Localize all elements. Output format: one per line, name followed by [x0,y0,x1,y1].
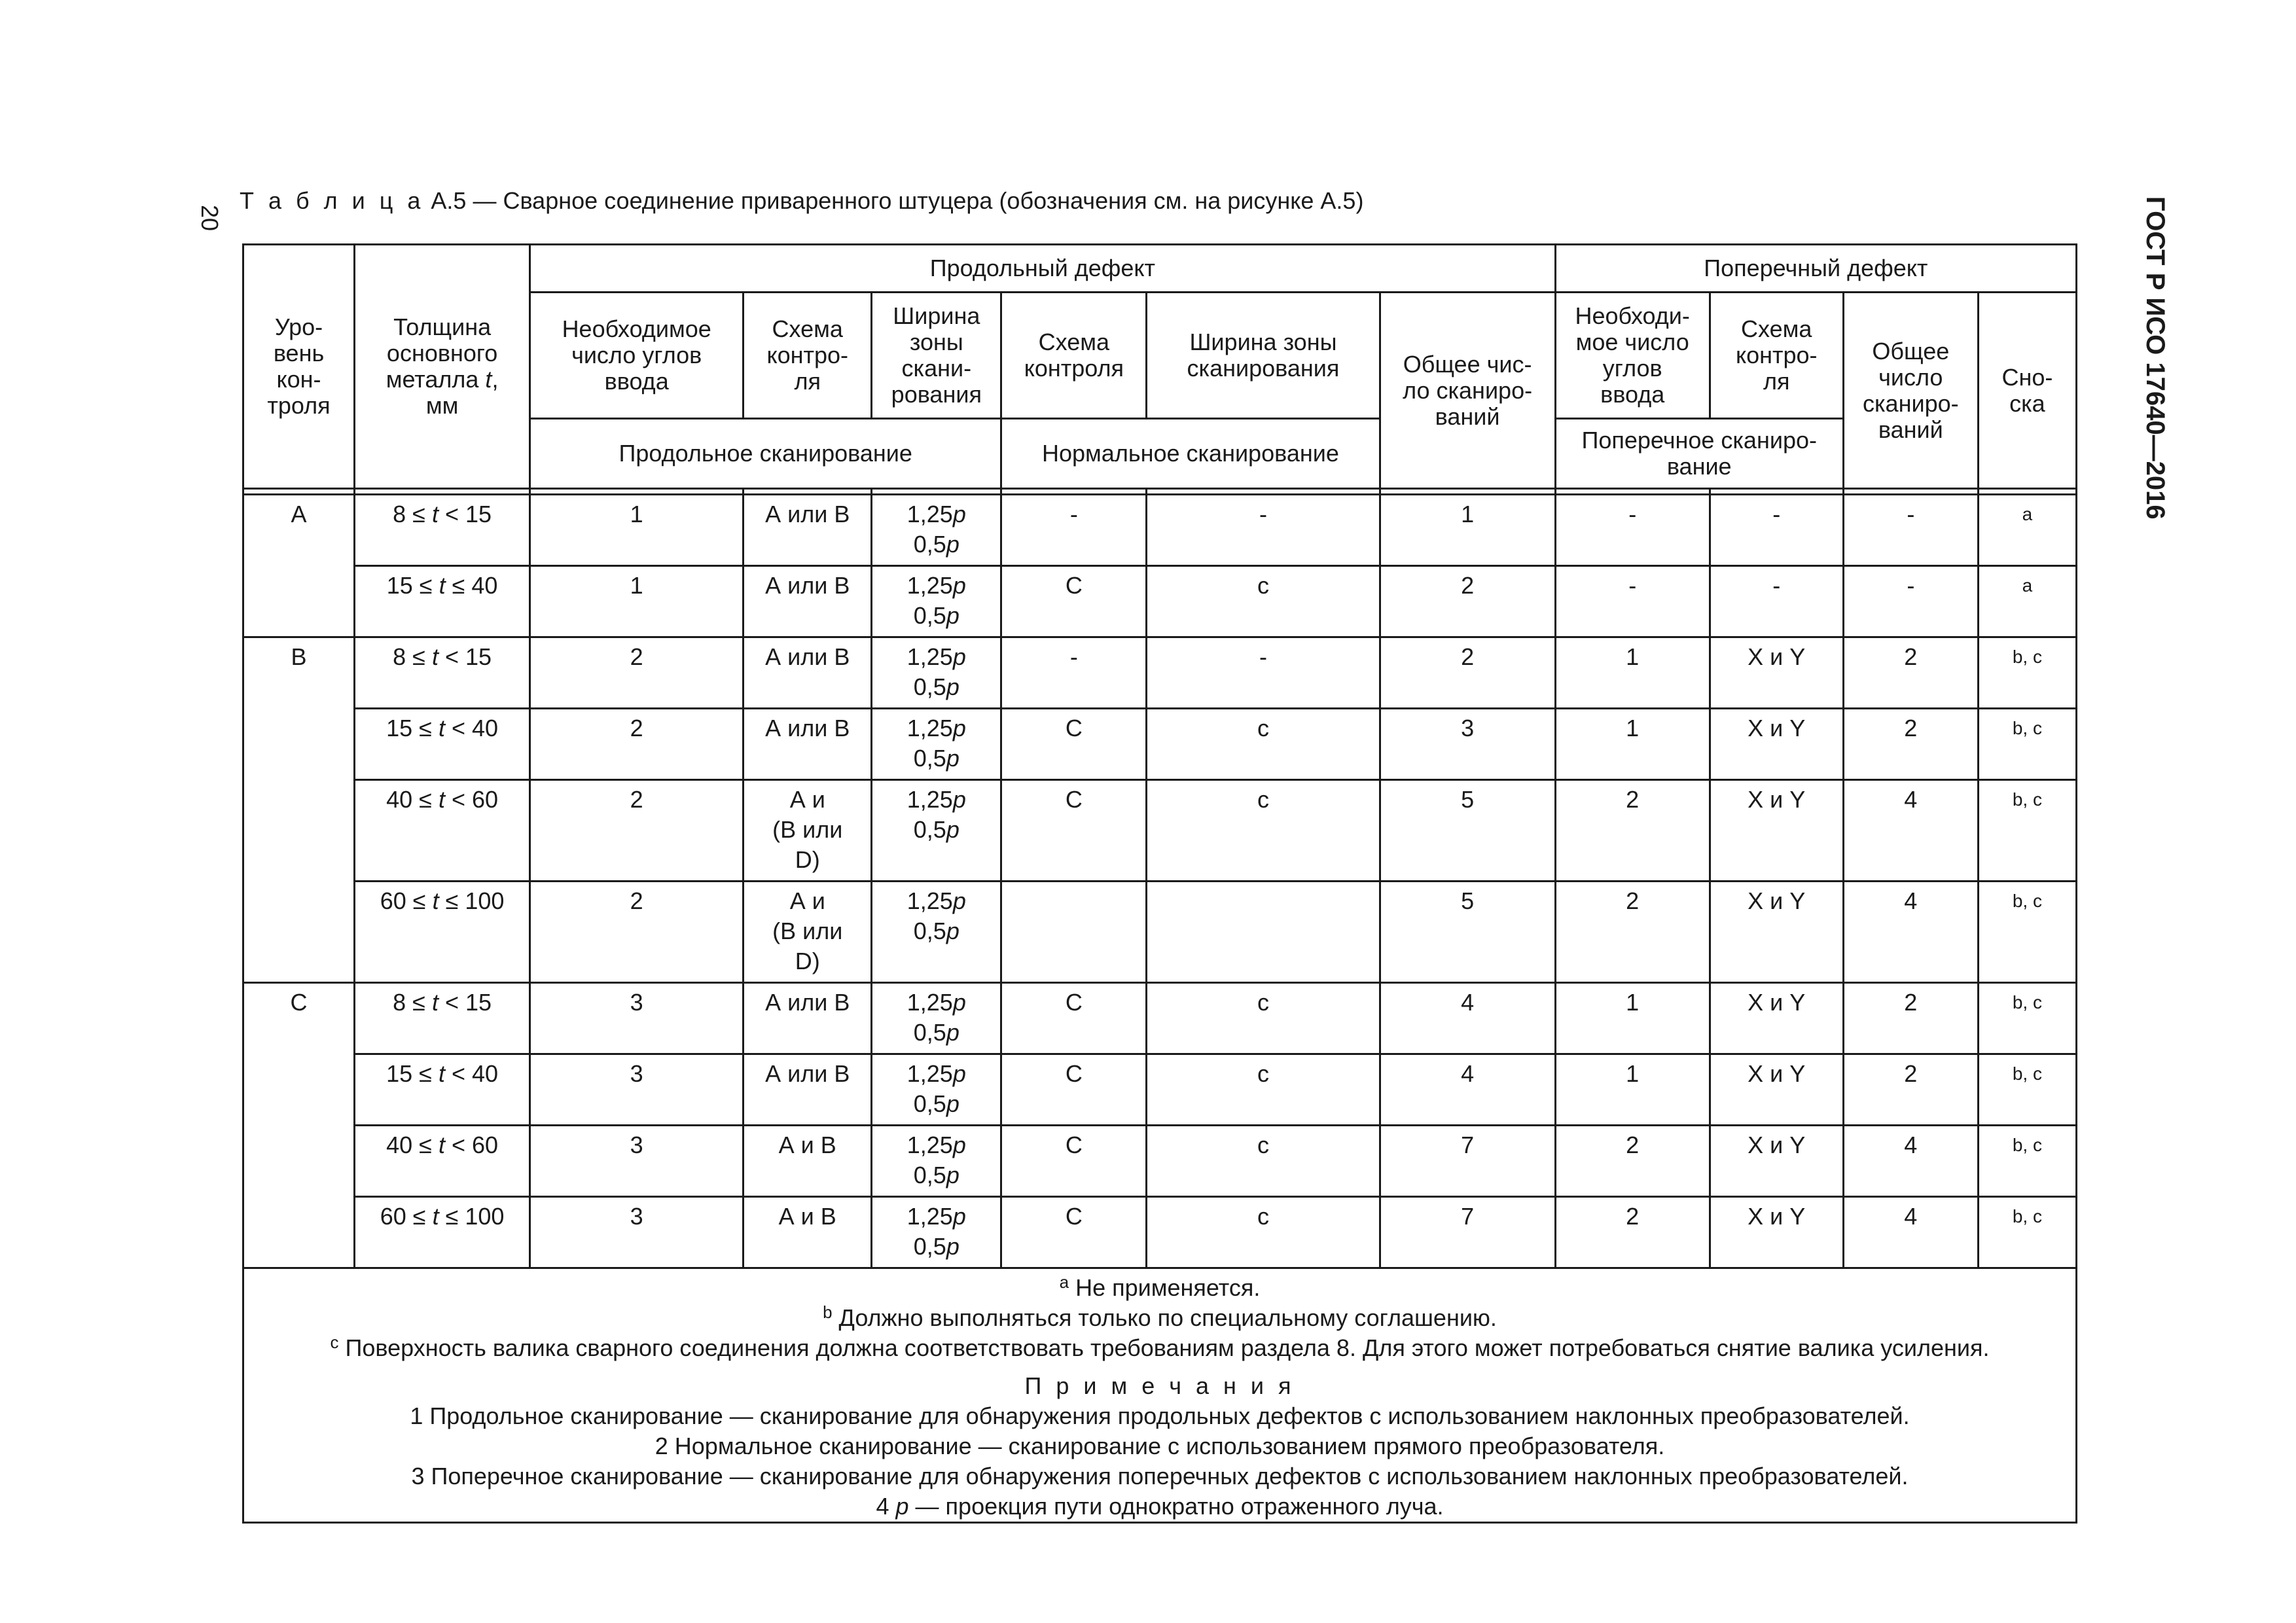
cell-line: Поперечное сканиро- [1581,427,1817,454]
transverse-angles-cell: - [1555,566,1710,637]
footnote-cell: b, c [1978,637,2076,709]
thickness-cell: 8 ≤ t < 15 [355,495,530,566]
normal-width-cell: с [1147,1197,1380,1268]
footnote-cell: a [1978,495,2076,566]
table-row [243,566,2077,637]
transverse-angles-cell: 1 [1555,709,1710,780]
cell-line: 1,25p [906,1203,966,1230]
cell-line: Ширина зоны [1189,329,1337,355]
footnote-mark: c [330,1332,339,1352]
scheme-cell [744,1197,872,1268]
cell-line: ваний [1435,402,1500,430]
scheme-cell [744,1126,872,1197]
scan-width-cell [872,780,1001,882]
table-footer [243,1268,2077,1523]
cell-line: А или В [765,715,850,741]
table-sheet [242,243,2077,1524]
angles-cell: 3 [530,1126,744,1197]
cell-line: 1,25p [906,715,966,741]
header-transverse-scanning [1555,419,1843,489]
footnote-cell: b, c [1978,1197,2076,1268]
cell-line: углов [1602,355,1662,382]
cell-line: Толщина [393,313,492,340]
cell-line: (В или [772,816,843,843]
cell-line: кон- [276,366,321,393]
standard-designation: ГОСТ Р ИСО 17640—2016 [2141,196,2170,520]
normal-scheme-cell: С [1001,780,1147,882]
table-row [243,495,2077,566]
cell-line: 1,25p [906,1132,966,1158]
separator-cell [744,489,872,495]
cell-line: Необходи- [1575,302,1690,329]
table-row [243,983,2077,1054]
level-cell: B [243,637,355,983]
scan-width-cell [872,637,1001,709]
footnote-cell: b, c [1978,882,2076,983]
angles-cell: 1 [530,495,744,566]
header-separator [243,489,2077,495]
scan-width-cell [872,1197,1001,1268]
scheme-cell [744,1054,872,1126]
transverse-scheme-cell: X и Y [1710,1126,1843,1197]
transverse-total-cell: 4 [1843,1126,1978,1197]
normal-scheme-cell: С [1001,1126,1147,1197]
table-row [243,709,2077,780]
normal-width-cell: с [1147,983,1380,1054]
transverse-scheme-cell: X и Y [1710,709,1843,780]
header-total-scans-transverse [1843,293,1978,489]
transverse-angles-cell: - [1555,495,1710,566]
transverse-total-cell: - [1843,495,1978,566]
normal-width-cell [1147,882,1380,983]
table-row [243,1126,2077,1197]
thickness-cell: 60 ≤ t ≤ 100 [355,882,530,983]
header-scan-width [872,293,1001,419]
cell-line: 1,25p [906,501,966,527]
angles-cell: 2 [530,780,744,882]
cell-line: ваний [1878,416,1943,443]
angles-cell: 3 [530,983,744,1054]
table-row [243,637,2077,709]
table-title-prefix: Т а б л и ц а [240,187,425,214]
angles-cell: 2 [530,637,744,709]
cell-line: 0,5p [913,1162,960,1188]
normal-scheme-cell: С [1001,983,1147,1054]
transverse-angles-cell: 1 [1555,983,1710,1054]
total-scans-cell: 2 [1380,637,1555,709]
cell-line: ввода [604,368,669,395]
cell-line: Уро- [274,313,323,340]
cell-line: число [1878,363,1943,391]
total-scans-cell: 4 [1380,1054,1555,1126]
cell-line: ввода [1600,381,1665,408]
thickness-cell: 40 ≤ t < 60 [355,780,530,882]
scheme-cell [744,882,872,983]
normal-scheme-cell: С [1001,566,1147,637]
cell-line: 1,25p [906,1060,966,1087]
footnotes [244,1273,2075,1363]
total-scans-cell: 4 [1380,983,1555,1054]
scheme-cell [744,637,872,709]
footnote-line: $^c$ Поверхность валика сварного соединения должна соответствовать требованиям раздела 8. Для этого может потребоваться снятие валика усиления. [330,1332,1990,1361]
cell-line: А или В [765,643,850,670]
transverse-total-cell: 4 [1843,882,1978,983]
total-scans-cell: 7 [1380,1197,1555,1268]
transverse-total-cell: 2 [1843,709,1978,780]
thickness-cell: 15 ≤ t ≤ 40 [355,566,530,637]
cell-line: А или В [765,501,850,527]
thickness-cell: 8 ≤ t < 15 [355,983,530,1054]
total-scans-cell: 2 [1380,566,1555,637]
normal-width-cell: с [1147,709,1380,780]
cell-line: контро- [766,342,849,368]
cell-line: 1,25p [906,643,966,670]
transverse-total-cell: - [1843,566,1978,637]
cell-line: 0,5p [913,745,960,772]
total-scans-cell: 5 [1380,882,1555,983]
header-scan-zone-width [1147,293,1380,419]
separator-cell [1380,489,1555,495]
transverse-angles-cell: 2 [1555,780,1710,882]
separator-cell [1843,489,1978,495]
header-longitudinal-defect: Продольный дефект [530,245,1556,293]
cell-line: ло сканиро- [1403,376,1533,404]
cell-line: 0,5p [913,1090,960,1117]
cell-line: 1,25p [906,989,966,1016]
cell-line: D) [795,948,820,974]
cell-line: А и [789,786,825,813]
cell-line: 0,5p [913,1233,960,1260]
cell-line: Ширина [893,302,980,329]
header-scheme-control-transverse [1710,293,1843,419]
separator-cell [1710,489,1843,495]
header-thickness [355,245,530,489]
footnote-mark: a [1059,1272,1069,1292]
transverse-angles-cell: 1 [1555,1054,1710,1126]
footnote-cell: b, c [1978,1126,2076,1197]
table-row [243,882,2077,983]
footnote-cell: b, c [1978,709,2076,780]
angles-cell: 3 [530,1054,744,1126]
cell-line: основного [386,340,498,366]
normal-width-cell: - [1147,637,1380,709]
normal-width-cell: с [1147,1126,1380,1197]
total-scans-cell: 1 [1380,495,1555,566]
normal-width-cell: - [1147,495,1380,566]
angles-cell: 2 [530,709,744,780]
angles-cell: 3 [530,1197,744,1268]
table-header [243,245,2077,489]
cell-line: троля [267,392,331,419]
table-body [243,489,2077,1268]
cell-line: 1,25p [906,572,966,599]
level-cell: A [243,495,355,637]
header-angles-needed [530,293,744,419]
level-cell: C [243,983,355,1268]
thickness-cell: 15 ≤ t < 40 [355,709,530,780]
separator-cell [1555,489,1710,495]
table-row [243,1054,2077,1126]
cell-line: сканиро- [1863,389,1959,417]
cell-line: ля [1763,368,1790,395]
separator-cell [1147,489,1380,495]
cell-line: Схема [1038,329,1110,355]
cell-line: скани- [901,355,972,382]
separator-cell [530,489,744,495]
cell-line: контро- [1735,342,1818,368]
cell-line: D) [795,846,820,873]
footnote-cell: a [1978,566,2076,637]
cell-line: контроля [1024,355,1124,382]
cell-line: 1,25p [906,887,966,914]
notes-cell [243,1268,2077,1523]
cell-line: Сно- [2001,363,2053,391]
scheme-cell [744,780,872,882]
cell-line: А и В [778,1132,836,1158]
scheme-cell [744,495,872,566]
footnote-line: $^a$ Не применяется. [1059,1272,1261,1301]
cell-line: ля [794,368,821,395]
footnote-cell: b, c [1978,780,2076,882]
footnote-mark: b [823,1302,833,1322]
cell-line: ска [2009,389,2045,417]
transverse-angles-cell: 2 [1555,882,1710,983]
note-item: 2 Нормальное сканирование — сканирование с использованием прямого преобразователя. [655,1433,1665,1459]
header-scheme-control-normal [1001,293,1147,419]
note-item: 1 Продольное сканирование — сканирование для обнаружения продольных дефектов с использованием наклонных преобразователей. [410,1402,1910,1429]
header-total-scans [1380,293,1555,489]
transverse-scheme-cell: X и Y [1710,1054,1843,1126]
weld-table [242,243,2077,1524]
transverse-total-cell: 2 [1843,637,1978,709]
transverse-total-cell: 4 [1843,1197,1978,1268]
scheme-cell [744,709,872,780]
transverse-scheme-cell: X и Y [1710,637,1843,709]
cell-line: зоны [909,329,963,355]
transverse-angles-cell: 2 [1555,1197,1710,1268]
cell-line: (В или [772,918,843,944]
header-normal-scanning: Нормальное сканирование [1001,419,1380,489]
thickness-cell: 15 ≤ t < 40 [355,1054,530,1126]
cell-line: вень [273,340,325,366]
cell-line: мм [425,392,459,419]
transverse-scheme-cell: X и Y [1710,780,1843,882]
transverse-scheme-cell: X и Y [1710,1197,1843,1268]
transverse-angles-cell: 2 [1555,1126,1710,1197]
page-number: 20 [196,204,224,232]
cell-line: 0,5p [913,602,960,629]
cell-line: А или В [765,989,850,1016]
footnote-line: $^b$ Должно выполняться только по специальному соглашению. [823,1302,1497,1331]
cell-line: Общее чис- [1403,350,1532,378]
cell-line: А или В [765,1060,850,1087]
scheme-cell [744,983,872,1054]
cell-line: Необходимое [562,315,711,342]
normal-scheme-cell: С [1001,709,1147,780]
transverse-total-cell: 2 [1843,1054,1978,1126]
thickness-cell: 60 ≤ t ≤ 100 [355,1197,530,1268]
cell-line: мое число [1575,329,1689,355]
cell-line: металла t, [386,366,499,393]
transverse-scheme-cell: - [1710,495,1843,566]
header-footnote [1978,293,2076,489]
scan-width-cell [872,882,1001,983]
separator-cell [355,489,530,495]
footnote-cell: b, c [1978,983,2076,1054]
cell-line: А и [789,887,825,914]
normal-width-cell: с [1147,566,1380,637]
cell-line: сканирования [1187,355,1340,382]
separator-cell [1978,489,2076,495]
header-longitudinal-scanning: Продольное сканирование [530,419,1001,489]
total-scans-cell: 3 [1380,709,1555,780]
cell-line: 0,5p [913,918,960,944]
cell-line: 0,5p [913,1019,960,1046]
scheme-cell [744,566,872,637]
transverse-scheme-cell: X и Y [1710,882,1843,983]
table-row [243,1197,2077,1268]
header-scheme-control [744,293,872,419]
cell-line: А или В [765,572,850,599]
transverse-angles-cell: 1 [1555,637,1710,709]
scan-width-cell [872,709,1001,780]
scan-width-cell [872,983,1001,1054]
normal-scheme-cell: - [1001,637,1147,709]
cell-line: А и В [778,1203,836,1230]
cell-line: Общее [1872,337,1950,365]
transverse-total-cell: 4 [1843,780,1978,882]
header-transverse-defect: Поперечный дефект [1555,245,2076,293]
normal-scheme-cell: С [1001,1197,1147,1268]
scan-width-cell [872,566,1001,637]
separator-cell [243,489,355,495]
separator-cell [872,489,1001,495]
table-row [243,780,2077,882]
thickness-cell: 40 ≤ t < 60 [355,1126,530,1197]
table-title [240,187,1363,215]
scan-width-cell [872,1054,1001,1126]
transverse-scheme-cell: X и Y [1710,983,1843,1054]
thickness-cell: 8 ≤ t < 15 [355,637,530,709]
cell-line: рования [891,381,982,408]
header-level [243,245,355,489]
table-title-text: А.5 — Сварное соединение приваренного штуцера (обозначения см. на рисунке А.5) [431,187,1364,214]
normal-scheme-cell [1001,882,1147,983]
notes-title: П р и м е ч а н и я [1024,1372,1295,1399]
normal-scheme-cell: - [1001,495,1147,566]
transverse-scheme-cell: - [1710,566,1843,637]
separator-cell [1001,489,1147,495]
note-item: 3 Поперечное сканирование — сканирование для обнаружения поперечных дефектов с использованием наклонных преобразователей. [411,1463,1909,1489]
header-angles-needed-transverse [1555,293,1710,419]
angles-cell: 2 [530,882,744,983]
normal-scheme-cell: С [1001,1054,1147,1126]
footnote-cell: b, c [1978,1054,2076,1126]
cell-line: число углов [571,342,702,368]
cell-line: 0,5p [913,673,960,700]
scan-width-cell [872,1126,1001,1197]
note-item: 4 p — проекция пути однократно отраженного луча. [876,1493,1444,1520]
cell-line: 0,5p [913,816,960,843]
notes-list [244,1401,2075,1522]
cell-line: Схема [1741,315,1812,342]
cell-line: 0,5p [913,531,960,558]
total-scans-cell: 5 [1380,780,1555,882]
cell-line: 1,25p [906,786,966,813]
normal-width-cell: с [1147,1054,1380,1126]
transverse-total-cell: 2 [1843,983,1978,1054]
cell-line: Схема [772,315,843,342]
scan-width-cell [872,495,1001,566]
total-scans-cell: 7 [1380,1126,1555,1197]
normal-width-cell: с [1147,780,1380,882]
cell-line: вание [1666,453,1732,480]
angles-cell: 1 [530,566,744,637]
